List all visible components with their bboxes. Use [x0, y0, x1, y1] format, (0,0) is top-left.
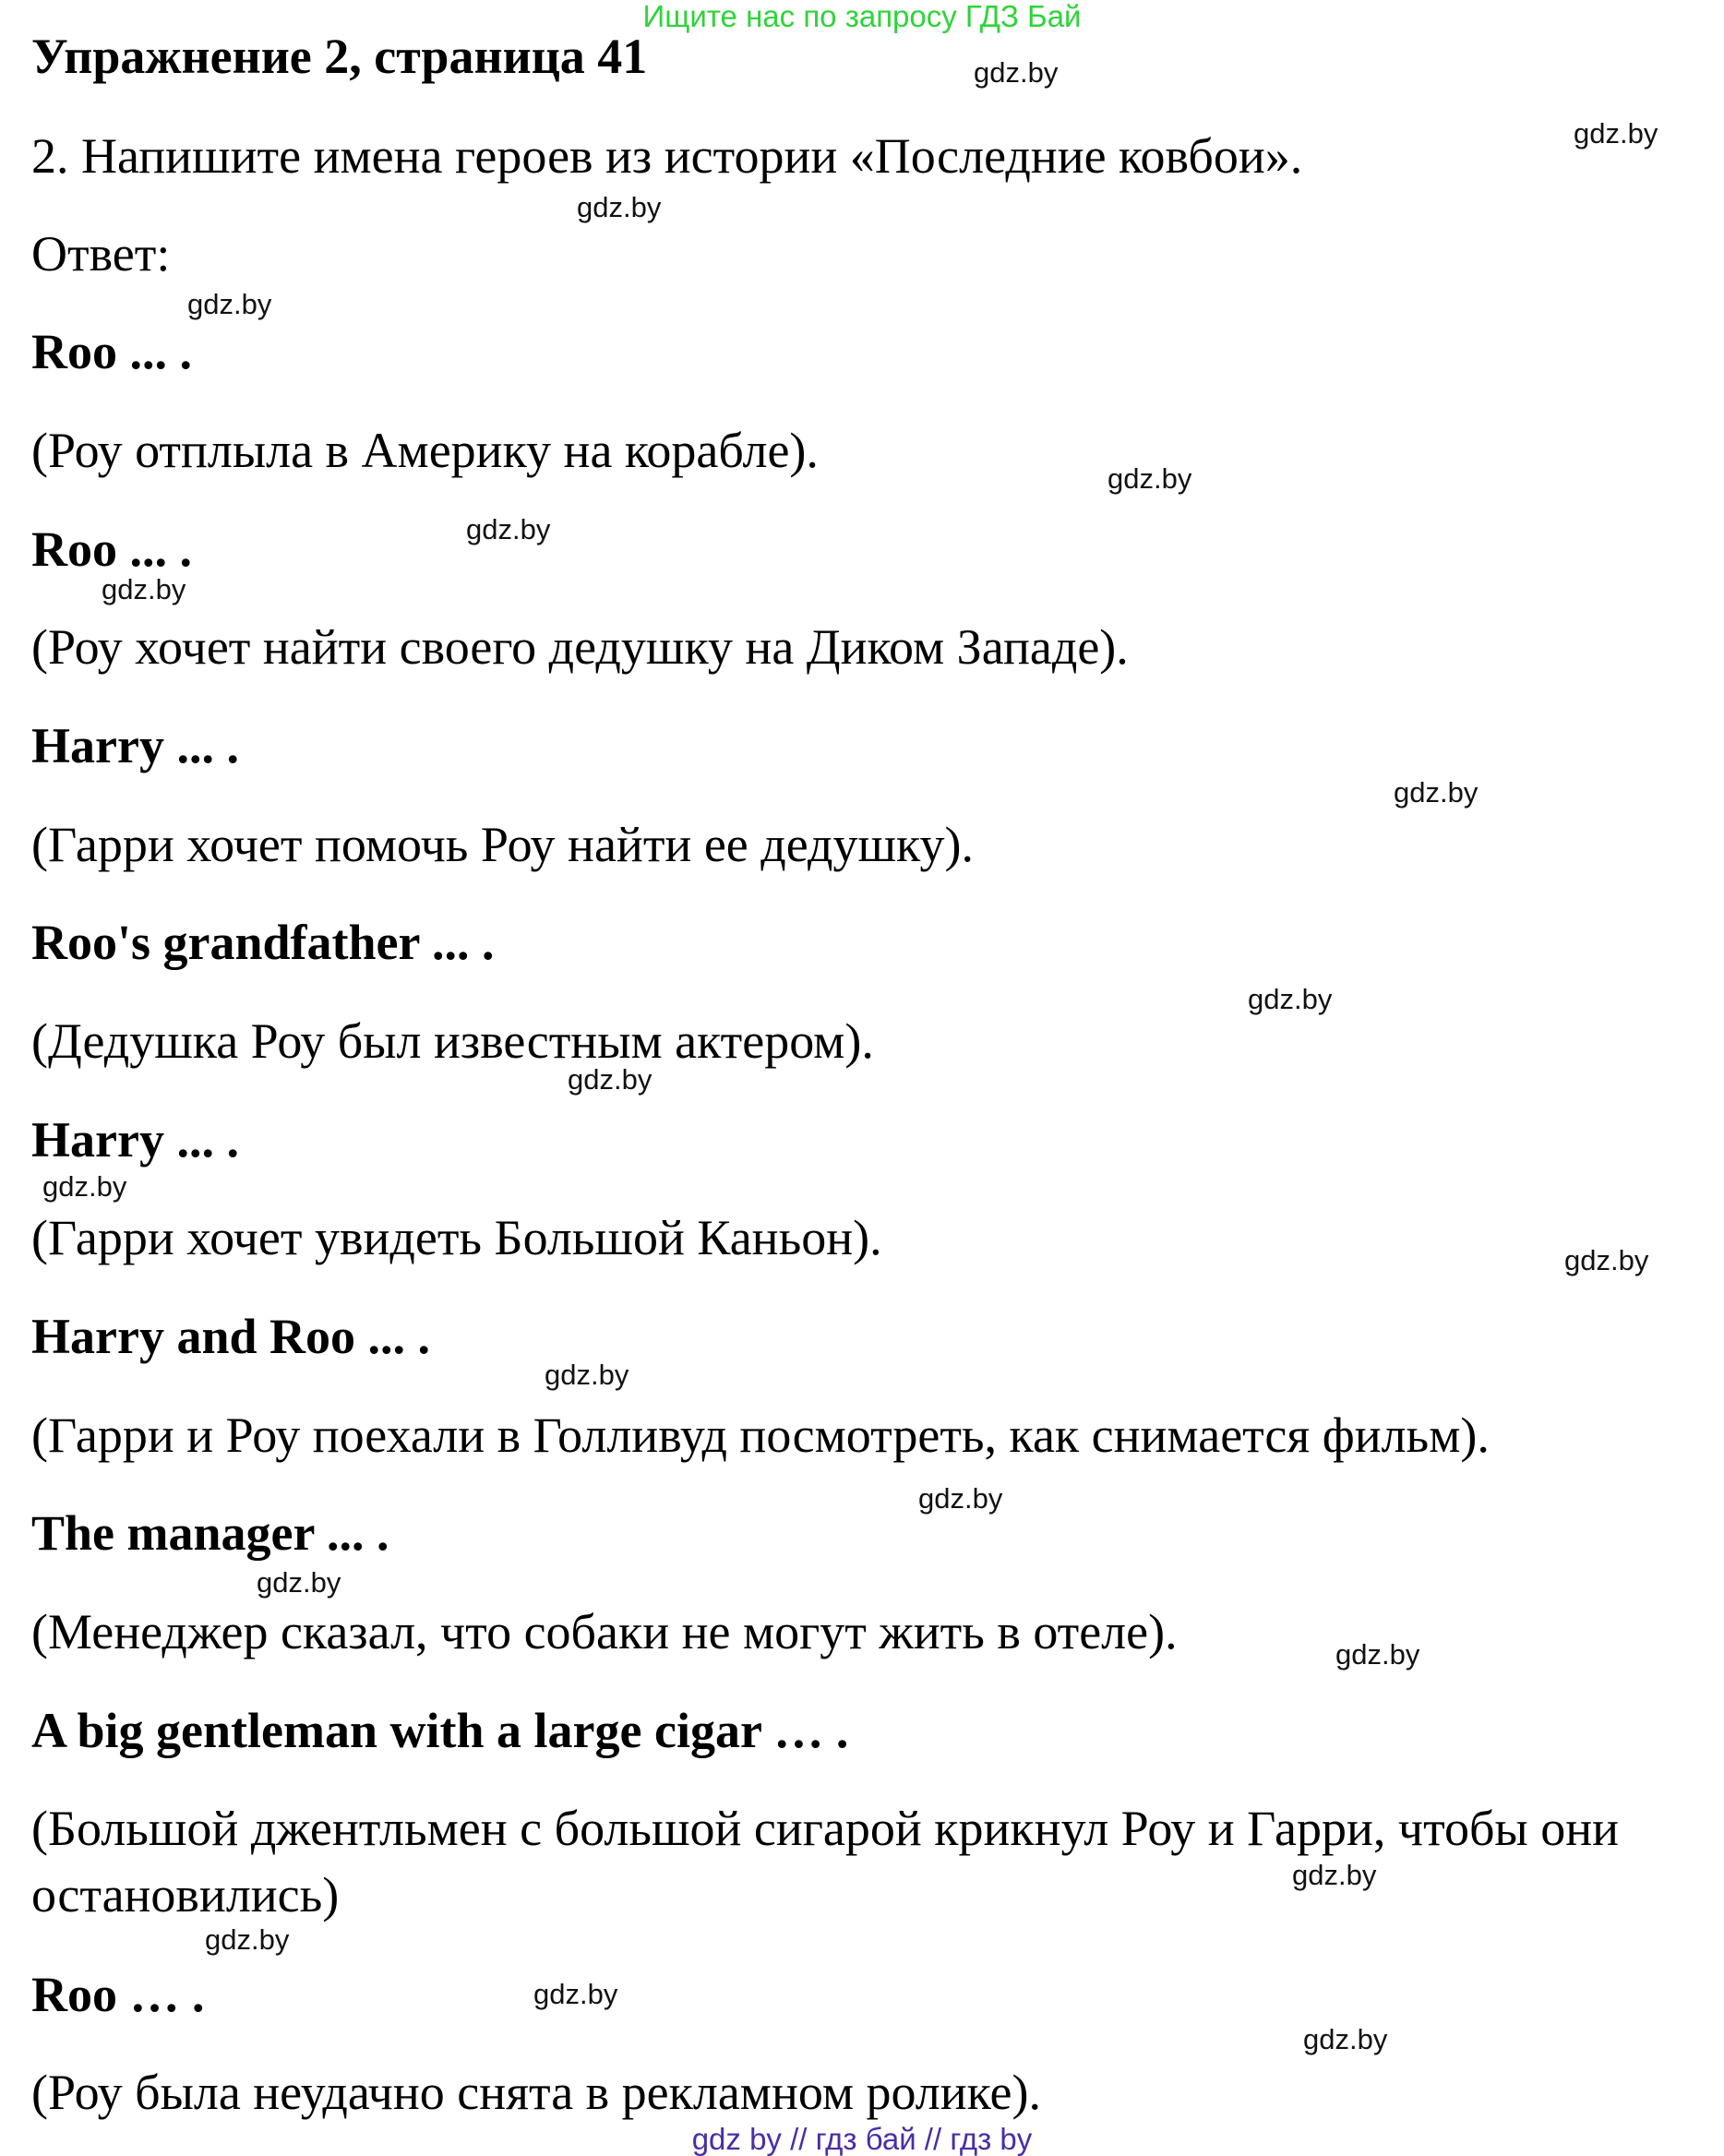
- item-7-english: The manager ... .: [31, 1505, 389, 1561]
- item-4-english: Roo's grandfather ... .: [31, 915, 495, 970]
- watermark: gdz.by: [1574, 117, 1658, 150]
- item-1-russian: (Роу отплыла в Америку на корабле).: [31, 423, 819, 478]
- watermark: gdz.by: [466, 513, 551, 545]
- item-7-russian: (Менеджер сказал, что собаки не могут жить в отеле).: [31, 1604, 1178, 1659]
- watermark: gdz.by: [545, 1359, 629, 1391]
- watermark: gdz.by: [1248, 983, 1333, 1015]
- item-2-russian: (Роу хочет найти своего дедушку на Диком Западе).: [31, 619, 1129, 675]
- item-3-english: Harry ... .: [31, 718, 239, 773]
- watermark: gdz.by: [1303, 2023, 1388, 2055]
- watermark: gdz.by: [205, 1923, 290, 1956]
- item-9-russian: (Роу была неудачно снята в рекламном ролике).: [31, 2065, 1041, 2120]
- watermark: gdz.by: [568, 1063, 652, 1096]
- item-5-russian: (Гарри хочет увидеть Большой Каньон).: [31, 1210, 882, 1265]
- item-9-english: Roo … .: [31, 1967, 205, 2022]
- item-6-english: Harry and Roo ... .: [31, 1309, 430, 1364]
- item-8-russian: (Большой джентльмен с большой сигарой крикнул Роу и Гарри, чтобы они остановились): [31, 1801, 1620, 1922]
- watermark: gdz.by: [974, 56, 1059, 89]
- task-text: 2. Напишите имена героев из истории «Последние ковбои».: [31, 128, 1303, 184]
- watermark: gdz.by: [918, 1482, 1003, 1515]
- top-banner: Ищите нас по запросу ГДЗ Бай: [642, 0, 1082, 33]
- watermark: gdz.by: [187, 288, 272, 320]
- footer-links: gdz by // гдз бай // гдз by: [691, 2122, 1033, 2156]
- item-4-russian: (Дедушка Роу был известным актером).: [31, 1013, 874, 1069]
- watermark: gdz.by: [1335, 1638, 1420, 1671]
- watermark: gdz.by: [533, 1978, 618, 2010]
- watermark: gdz.by: [257, 1566, 341, 1599]
- watermark: gdz.by: [42, 1170, 127, 1203]
- item-1-english: Roo ... .: [31, 324, 192, 379]
- page-title: Упражнение 2, страница 41: [31, 29, 648, 84]
- watermark: gdz.by: [1564, 1244, 1649, 1276]
- watermark: gdz.by: [1107, 462, 1192, 495]
- watermark: gdz.by: [102, 573, 186, 605]
- watermark: gdz.by: [1394, 776, 1479, 808]
- item-6-russian: (Гарри и Роу поехали в Голливуд посмотреть, как снимается фильм).: [31, 1407, 1490, 1463]
- item-8-english: A big gentleman with a large cigar … .: [31, 1703, 849, 1758]
- watermark: gdz.by: [577, 191, 662, 223]
- item-5-english: Harry ... .: [31, 1112, 239, 1168]
- answer-label: Ответ:: [31, 226, 171, 281]
- watermark: gdz.by: [1292, 1859, 1377, 1891]
- item-3-russian: (Гарри хочет помочь Роу найти ее дедушку).: [31, 817, 974, 872]
- item-2-english: Roo ... .: [31, 521, 192, 577]
